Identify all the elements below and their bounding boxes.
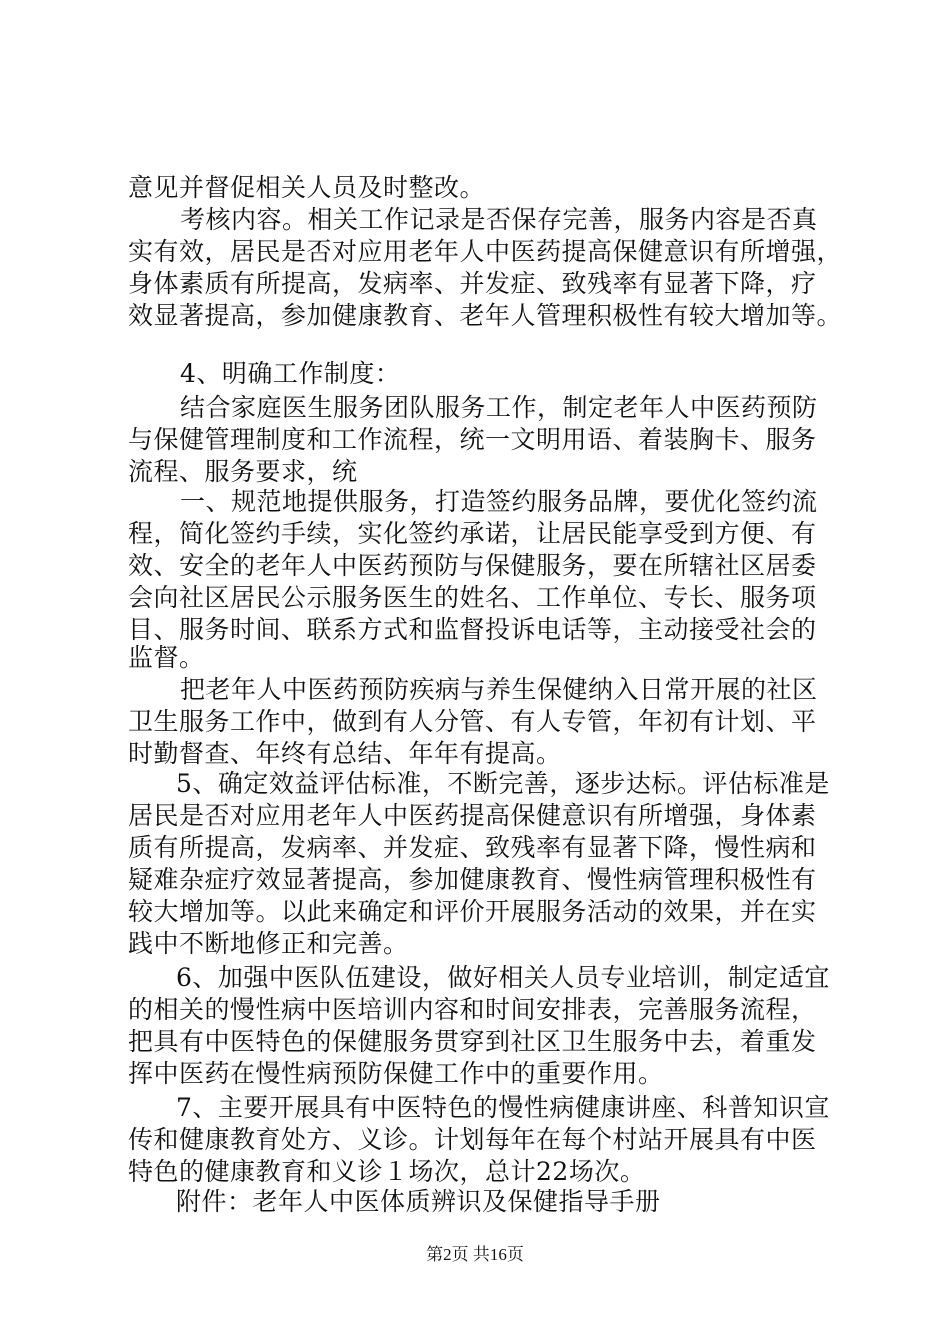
text-line: 身体素质有所提高，发病率、并发症、致残率有显著下降，疗 xyxy=(128,269,817,298)
text-line: 实有效，居民是否对应用老年人中医药提高保健意识有所增强， xyxy=(128,237,843,266)
text-line: 卫生服务工作中，做到有人分管、有人专管，年初有计划、平 xyxy=(128,707,817,736)
text-line: 效、安全的老年人中医药预防与保健服务，要在所辖社区居委 xyxy=(128,551,817,580)
text-line: 传和健康教育处方、义诊。计划每年在每个村站开展具有中医 xyxy=(128,1125,817,1154)
text-line: 结合家庭医生服务团队服务工作，制定老年人中医药预防 xyxy=(180,393,818,422)
text-line: 程，简化签约手续，实化签约承诺，让居民能享受到方便、有 xyxy=(128,519,817,548)
text-line: 目、服务时间、联系方式和监督投诉电话等，主动接受社会的 xyxy=(128,615,817,644)
text-line: 时勤督查、年终有总结、年年有提高。 xyxy=(128,739,562,768)
text-line: 会向社区居民公示服务医生的姓名、工作单位、专长、服务项 xyxy=(128,583,817,612)
text-line: 效显著提高，参加健康教育、老年人管理积极性有较大增加等。 xyxy=(128,301,843,330)
text-line: 把老年人中医药预防疾病与养生保健纳入日常开展的社区 xyxy=(180,675,818,704)
text-line: 考核内容。相关工作记录是否保存完善，服务内容是否真 xyxy=(180,205,818,234)
text-line: 与保健管理制度和工作流程，统一文明用语、着装胸卡、服务 xyxy=(128,425,817,454)
section-heading: 6、加强中医队伍建设，做好相关人员专业培训，制定适宜 xyxy=(176,963,830,992)
text-line: 监督。 xyxy=(128,643,205,672)
text-line: 特色的健康教育和义诊１场次，总计22场次。 xyxy=(128,1157,646,1186)
text-line: 挥中医药在慢性病预防保健工作中的重要作用。 xyxy=(128,1059,664,1088)
text-line: 居民是否对应用老年人中医药提高保健意识有所增强，身体素 xyxy=(128,801,817,830)
text-line: 疑难杂症疗效显著提高，参加健康教育、慢性病管理积极性有 xyxy=(128,865,817,894)
section-heading: 7、主要开展具有中医特色的慢性病健康讲座、科普知识宣 xyxy=(176,1093,830,1122)
text-line: 较大增加等。以此来确定和评价开展服务活动的效果，并在实 xyxy=(128,897,817,926)
text-line: 把具有中医特色的保健服务贯穿到社区卫生服务中去，着重发 xyxy=(128,1027,817,1056)
section-heading: 5、确定效益评估标准，不断完善，逐步达标。评估标准是 xyxy=(176,769,830,798)
section-heading: 4、明确工作制度： xyxy=(180,359,401,388)
text-line: 一、规范地提供服务，打造签约服务品牌，要优化签约流 xyxy=(180,487,818,516)
page-number-footer: 第2页 共16页 xyxy=(426,1245,524,1264)
text-line: 践中不断地修正和完善。 xyxy=(128,929,409,958)
text-line: 的相关的慢性病中医培训内容和时间安排表，完善服务流程， xyxy=(128,995,817,1024)
text-line: 意见并督促相关人员及时整改。 xyxy=(128,173,486,202)
attachment-line: 附件：老年人中医体质辨识及保健指导手册 xyxy=(176,1187,661,1216)
text-line: 质有所提高，发病率、并发症、致残率有显著下降，慢性病和 xyxy=(128,833,817,862)
text-line: 流程、服务要求，统 xyxy=(128,457,358,486)
